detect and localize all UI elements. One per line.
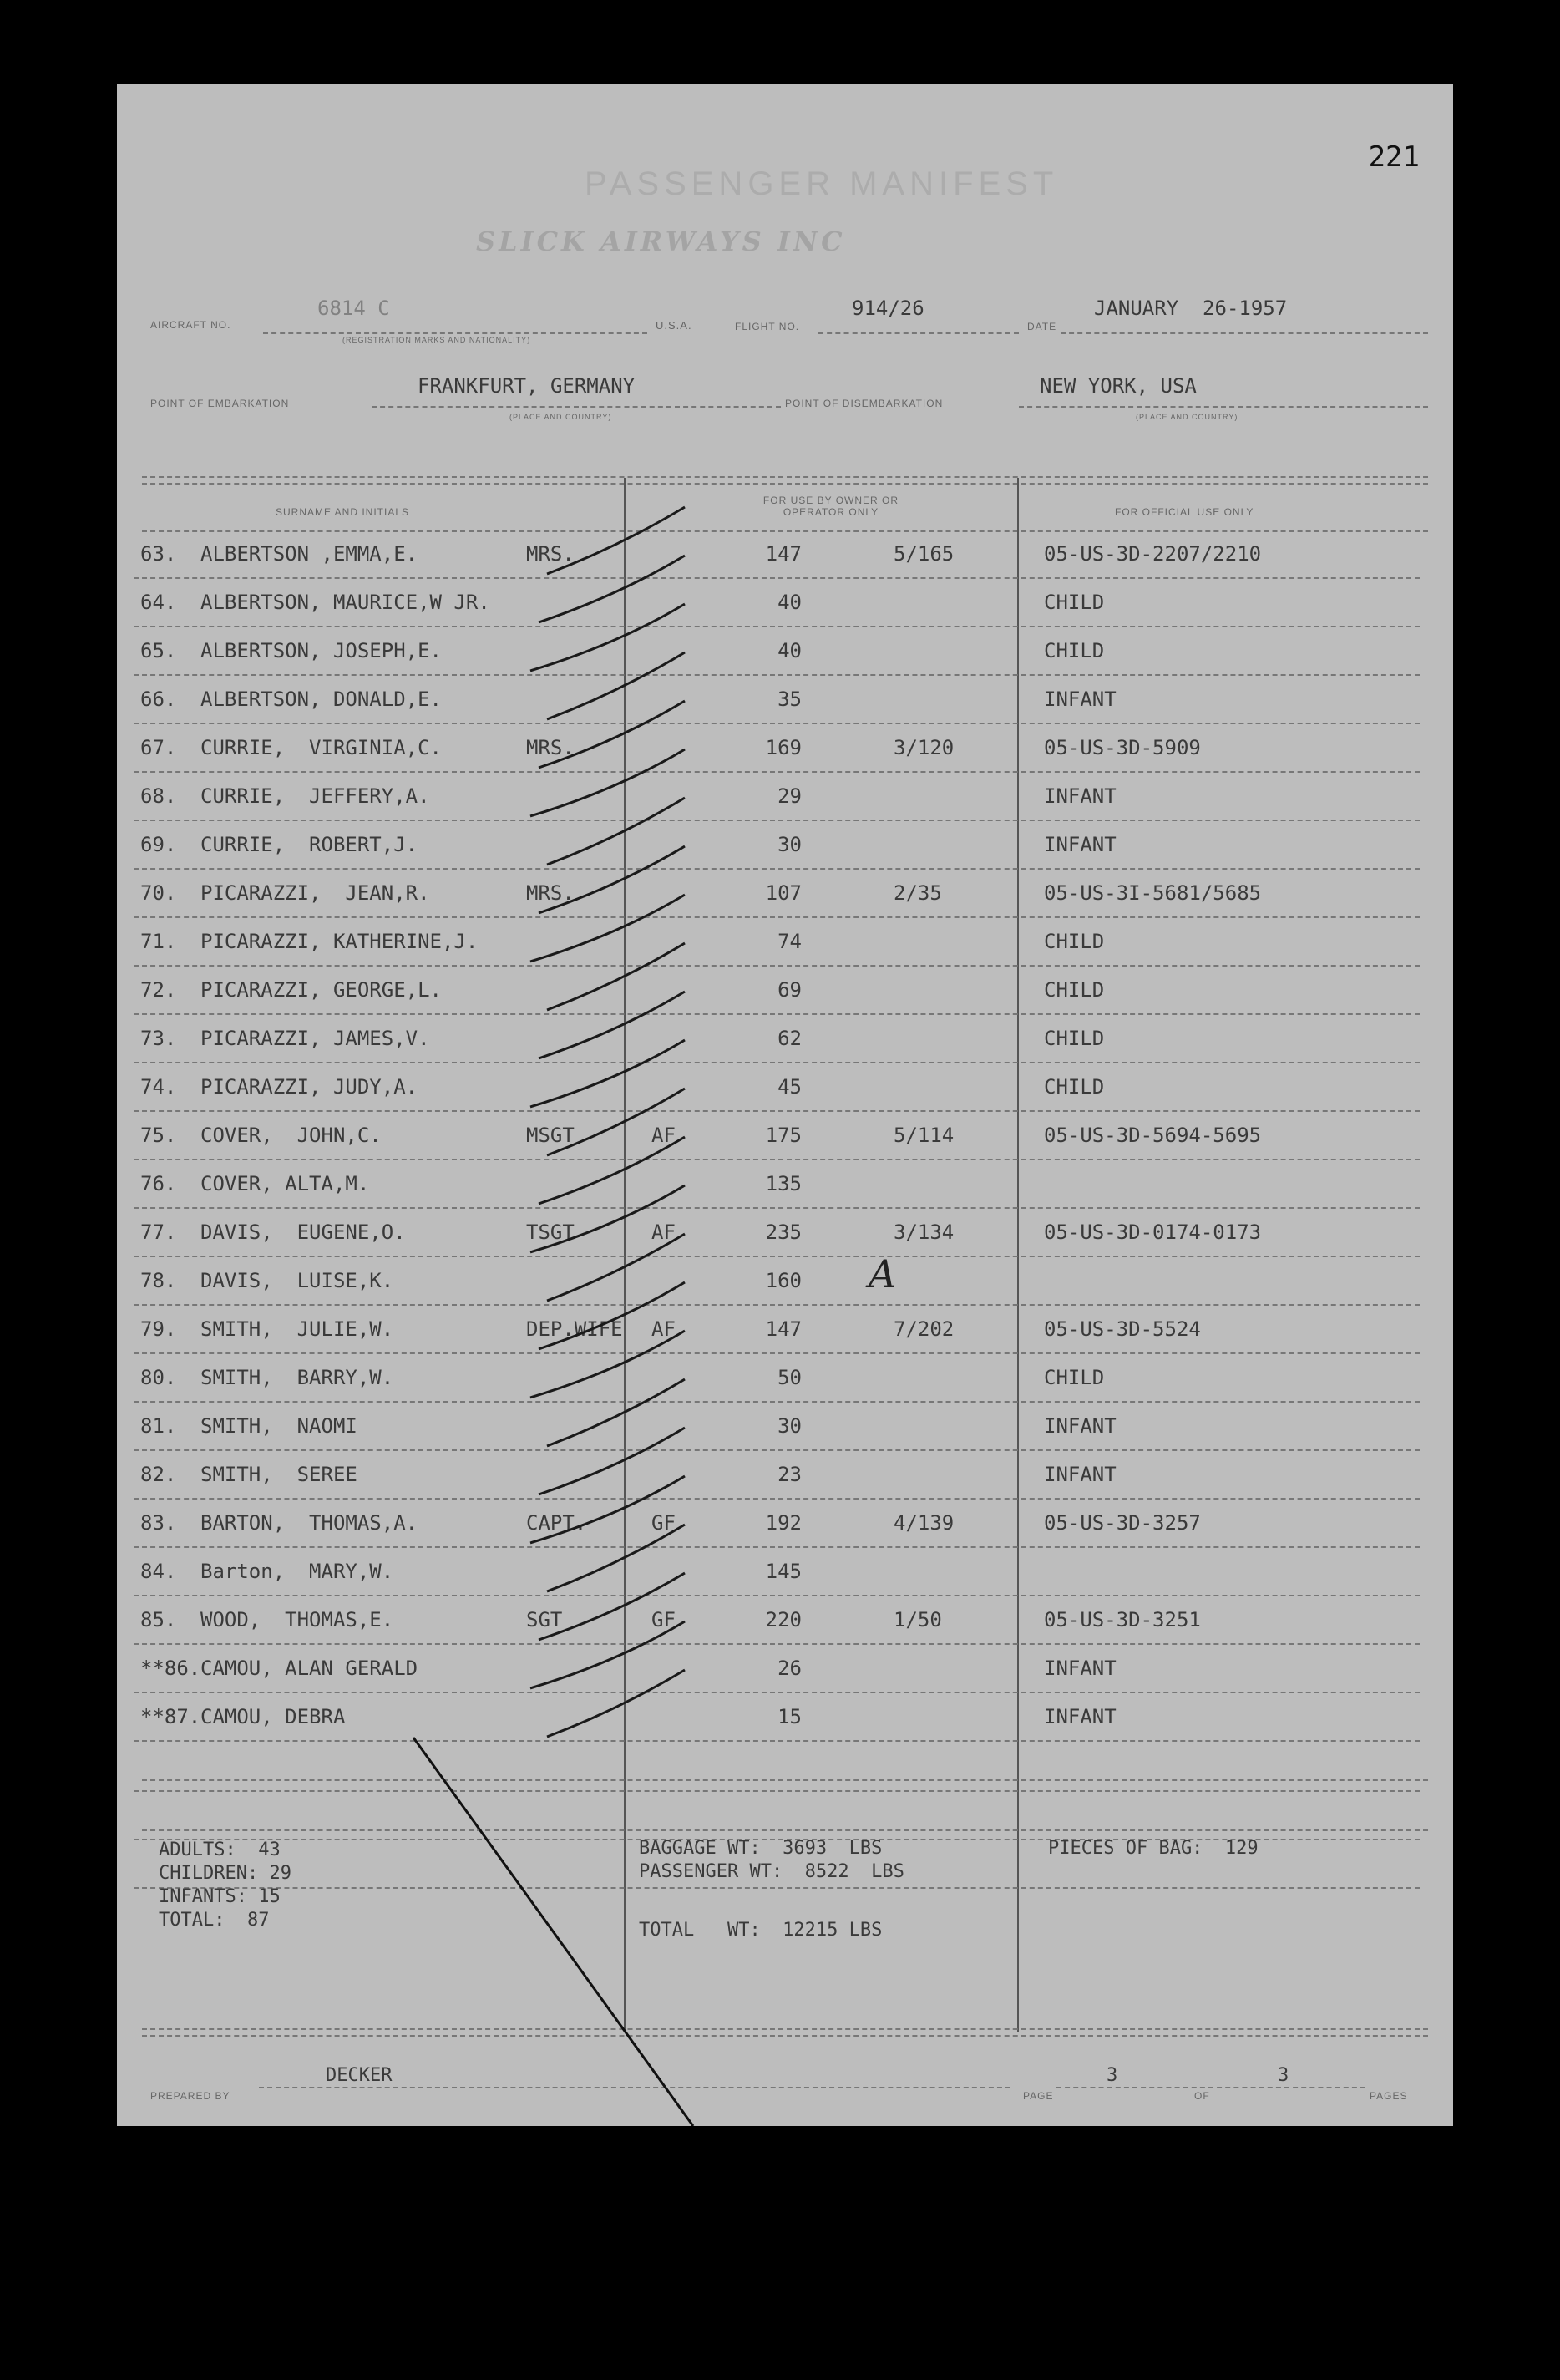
aircraft-sub: (REGISTRATION MARKS AND NATIONALITY) bbox=[342, 336, 531, 344]
embark-sub: (PLACE AND COUNTRY) bbox=[509, 413, 612, 421]
cell-num: 69. bbox=[140, 833, 177, 856]
cell-num: 66. bbox=[140, 688, 177, 711]
cell-svc: AF bbox=[651, 1124, 676, 1147]
cell-off: CHILD bbox=[1044, 930, 1105, 953]
cell-name: SMITH, BARRY,W. bbox=[200, 1366, 394, 1389]
check-mark bbox=[539, 992, 685, 1058]
cell-off: INFANT bbox=[1044, 833, 1117, 856]
check-mark bbox=[530, 895, 685, 962]
cell-wt: 169 bbox=[765, 736, 802, 759]
cell-off: INFANT bbox=[1044, 784, 1117, 808]
cell-num: 73. bbox=[140, 1027, 177, 1050]
cell-name: CAMOU, ALAN GERALD bbox=[200, 1657, 418, 1680]
cell-num: 75. bbox=[140, 1124, 177, 1147]
cell-wt: 23 bbox=[777, 1463, 802, 1486]
pen-check-marks bbox=[117, 84, 1453, 2126]
date-value: JANUARY 26-1957 bbox=[1094, 297, 1288, 320]
cell-num: 64. bbox=[140, 591, 177, 614]
airline-stamp: SLICK AIRWAYS INC bbox=[476, 226, 846, 257]
aircraft-label: AIRCRAFT NO. bbox=[150, 319, 231, 331]
check-mark bbox=[539, 1137, 685, 1204]
prepared-by-label: PREPARED BY bbox=[150, 2090, 230, 2102]
embark-value: FRANKFURT, GERMANY bbox=[418, 374, 636, 398]
cell-num: 65. bbox=[140, 639, 177, 662]
column-owner-header: FOR USE BY OWNER OR OPERATOR ONLY bbox=[762, 495, 899, 518]
cell-name: WOOD, THOMAS,E. bbox=[200, 1608, 394, 1631]
cell-name: BARTON, THOMAS,A. bbox=[200, 1511, 418, 1535]
disembark-sub: (PLACE AND COUNTRY) bbox=[1136, 413, 1238, 421]
check-mark bbox=[530, 1040, 685, 1107]
embark-label: POINT OF EMBARKATION bbox=[150, 398, 290, 409]
check-mark bbox=[530, 1621, 685, 1688]
prepared-by-value: DECKER bbox=[326, 2065, 393, 2086]
cell-name: CAMOU, DEBRA bbox=[200, 1705, 346, 1728]
cell-off: 05-US-3D-2207/2210 bbox=[1044, 542, 1262, 566]
cell-off: INFANT bbox=[1044, 1705, 1117, 1728]
cell-num: 63. bbox=[140, 542, 177, 566]
total-passengers: TOTAL: 87 bbox=[159, 1910, 270, 1931]
of-label: OF bbox=[1194, 2090, 1210, 2102]
cell-name: PICARAZZI, GEORGE,L. bbox=[200, 978, 442, 1002]
cell-bag: 4/139 bbox=[894, 1511, 955, 1535]
cell-off: 05-US-3D-0174-0173 bbox=[1044, 1220, 1262, 1244]
cell-num: **87. bbox=[140, 1705, 201, 1728]
cell-wt: 107 bbox=[765, 881, 802, 905]
cell-svc: AF bbox=[651, 1317, 676, 1341]
cell-num: 72. bbox=[140, 978, 177, 1002]
cell-name: CURRIE, JEFFERY,A. bbox=[200, 784, 430, 808]
cell-wt: 50 bbox=[777, 1366, 802, 1389]
cell-title: SGT bbox=[526, 1608, 563, 1631]
flight-label: FLIGHT NO. bbox=[735, 321, 800, 332]
cell-wt: 26 bbox=[777, 1657, 802, 1680]
cell-title: MRS. bbox=[526, 542, 575, 566]
cell-wt: 220 bbox=[765, 1608, 802, 1631]
cell-off: 05-US-3I-5681/5685 bbox=[1044, 881, 1262, 905]
cell-off: INFANT bbox=[1044, 1657, 1117, 1680]
total-adults: ADULTS: 43 bbox=[159, 1840, 281, 1860]
check-mark bbox=[547, 1670, 685, 1737]
cell-num: 76. bbox=[140, 1172, 177, 1195]
cell-wt: 15 bbox=[777, 1705, 802, 1728]
page-number: 221 bbox=[1368, 140, 1420, 174]
cell-title: CAPT. bbox=[526, 1511, 587, 1535]
cell-num: 78. bbox=[140, 1269, 177, 1292]
cell-name: PICARAZZI, JAMES,V. bbox=[200, 1027, 430, 1050]
cell-name: CURRIE, VIRGINIA,C. bbox=[200, 736, 442, 759]
cell-name: DAVIS, EUGENE,O. bbox=[200, 1220, 406, 1244]
cell-bag: 5/114 bbox=[894, 1124, 955, 1147]
cell-bag: 3/120 bbox=[894, 736, 955, 759]
cell-name: COVER, JOHN,C. bbox=[200, 1124, 382, 1147]
cell-name: PICARAZZI, JEAN,R. bbox=[200, 881, 430, 905]
cell-num: 70. bbox=[140, 881, 177, 905]
baggage-weight: BAGGAGE WT: 3693 LBS bbox=[639, 1838, 883, 1859]
cell-wt: 30 bbox=[777, 833, 802, 856]
manifest-sheet bbox=[117, 84, 1453, 2126]
cell-off: INFANT bbox=[1044, 688, 1117, 711]
cell-title: MRS. bbox=[526, 736, 575, 759]
check-mark bbox=[530, 604, 685, 671]
cell-name: DAVIS, LUISE,K. bbox=[200, 1269, 394, 1292]
cell-wt: 160 bbox=[765, 1269, 802, 1292]
cell-name: ALBERTSON ,EMMA,E. bbox=[200, 542, 418, 566]
cell-name: ALBERTSON, JOSEPH,E. bbox=[200, 639, 442, 662]
pieces-of-bag: PIECES OF BAG: 129 bbox=[1048, 1838, 1259, 1859]
cell-off: 05-US-3D-5694-5695 bbox=[1044, 1124, 1262, 1147]
check-mark bbox=[539, 1282, 685, 1349]
cell-wt: 69 bbox=[777, 978, 802, 1002]
cell-off: INFANT bbox=[1044, 1463, 1117, 1486]
cell-num: 74. bbox=[140, 1075, 177, 1099]
column-names-header: SURNAME AND INITIALS bbox=[276, 506, 410, 518]
cell-name: Barton, MARY,W. bbox=[200, 1560, 394, 1583]
flight-value: 914/26 bbox=[852, 297, 924, 320]
check-mark bbox=[530, 1185, 685, 1252]
cell-title: DEP.WIFE bbox=[526, 1317, 623, 1341]
cell-num: 77. bbox=[140, 1220, 177, 1244]
cell-num: 83. bbox=[140, 1511, 177, 1535]
total-weight: TOTAL WT: 12215 LBS bbox=[639, 1920, 883, 1941]
date-label: DATE bbox=[1027, 321, 1057, 332]
check-mark bbox=[547, 1089, 685, 1155]
cell-wt: 175 bbox=[765, 1124, 802, 1147]
cell-svc: AF bbox=[651, 1220, 676, 1244]
check-mark bbox=[539, 1573, 685, 1640]
cell-off: CHILD bbox=[1044, 1027, 1105, 1050]
check-mark bbox=[539, 556, 685, 622]
cell-off: 05-US-3D-5909 bbox=[1044, 736, 1201, 759]
aircraft-value: 6814 C bbox=[317, 297, 390, 320]
strike-line bbox=[413, 1738, 693, 2126]
pages-label: PAGES bbox=[1370, 2090, 1408, 2102]
check-mark bbox=[530, 749, 685, 816]
cell-off: 05-US-3D-3257 bbox=[1044, 1511, 1201, 1535]
cell-wt: 235 bbox=[765, 1220, 802, 1244]
cell-name: ALBERTSON, MAURICE,W JR. bbox=[200, 591, 490, 614]
check-mark bbox=[530, 1331, 685, 1398]
check-mark bbox=[547, 652, 685, 719]
cell-num: 71. bbox=[140, 930, 177, 953]
cell-off: CHILD bbox=[1044, 978, 1105, 1002]
total-infants: INFANTS: 15 bbox=[159, 1886, 281, 1907]
disembark-value: NEW YORK, USA bbox=[1040, 374, 1197, 398]
cell-num: 79. bbox=[140, 1317, 177, 1341]
cell-wt: 74 bbox=[777, 930, 802, 953]
cell-name: SMITH, SEREE bbox=[200, 1463, 357, 1486]
check-mark bbox=[547, 1525, 685, 1591]
cell-svc: GF bbox=[651, 1608, 676, 1631]
cell-wt: 147 bbox=[765, 1317, 802, 1341]
cell-wt: 40 bbox=[777, 591, 802, 614]
cell-wt: 40 bbox=[777, 639, 802, 662]
cell-name: ALBERTSON, DONALD,E. bbox=[200, 688, 442, 711]
check-mark bbox=[547, 507, 685, 574]
cell-num: 81. bbox=[140, 1414, 177, 1438]
cell-off: CHILD bbox=[1044, 1075, 1105, 1099]
cell-name: PICARAZZI, KATHERINE,J. bbox=[200, 930, 479, 953]
cell-title: MRS. bbox=[526, 881, 575, 905]
cell-bag: 7/202 bbox=[894, 1317, 955, 1341]
check-mark bbox=[547, 1379, 685, 1446]
cell-wt: 145 bbox=[765, 1560, 802, 1583]
cell-off: CHILD bbox=[1044, 639, 1105, 662]
cell-off: 05-US-3D-3251 bbox=[1044, 1608, 1201, 1631]
check-mark bbox=[539, 1428, 685, 1494]
cell-bag: 3/134 bbox=[894, 1220, 955, 1244]
cell-num: 67. bbox=[140, 736, 177, 759]
cell-wt: 29 bbox=[777, 784, 802, 808]
check-mark bbox=[539, 701, 685, 768]
disembark-label: POINT OF DISEMBARKATION bbox=[785, 398, 944, 409]
cell-bag: 2/35 bbox=[894, 881, 942, 905]
cell-num: 82. bbox=[140, 1463, 177, 1486]
cell-num: **86. bbox=[140, 1657, 201, 1680]
cell-title: TSGT bbox=[526, 1220, 575, 1244]
passenger-weight: PASSENGER WT: 8522 LBS bbox=[639, 1861, 904, 1882]
cell-num: 85. bbox=[140, 1608, 177, 1631]
check-mark bbox=[539, 846, 685, 913]
check-mark bbox=[530, 1476, 685, 1543]
cell-bag: 5/165 bbox=[894, 542, 955, 566]
cell-name: SMITH, NAOMI bbox=[200, 1414, 357, 1438]
cell-name: COVER, ALTA,M. bbox=[200, 1172, 370, 1195]
cell-name: SMITH, JULIE,W. bbox=[200, 1317, 394, 1341]
cell-num: 68. bbox=[140, 784, 177, 808]
cell-wt: 147 bbox=[765, 542, 802, 566]
cell-bag: 1/50 bbox=[894, 1608, 942, 1631]
column-official-header: FOR OFFICIAL USE ONLY bbox=[1115, 506, 1254, 518]
cell-wt: 45 bbox=[777, 1075, 802, 1099]
cell-wt: 30 bbox=[777, 1414, 802, 1438]
cell-off: INFANT bbox=[1044, 1414, 1117, 1438]
cell-off: 05-US-3D-5524 bbox=[1044, 1317, 1201, 1341]
cell-off: CHILD bbox=[1044, 591, 1105, 614]
cell-num: 80. bbox=[140, 1366, 177, 1389]
cell-wt: 35 bbox=[777, 688, 802, 711]
cell-off: CHILD bbox=[1044, 1366, 1105, 1389]
cell-num: 84. bbox=[140, 1560, 177, 1583]
cell-wt: 192 bbox=[765, 1511, 802, 1535]
page-label: PAGE bbox=[1023, 2090, 1054, 2102]
page-value: 3 bbox=[1107, 2065, 1118, 2086]
of-value: 3 bbox=[1278, 2065, 1289, 2086]
handwritten-mark: A bbox=[869, 1251, 897, 1297]
form-title: PASSENGER MANIFEST bbox=[585, 165, 1059, 202]
nationality-label: U.S.A. bbox=[656, 319, 692, 332]
cell-name: CURRIE, ROBERT,J. bbox=[200, 833, 418, 856]
cell-svc: GF bbox=[651, 1511, 676, 1535]
cell-wt: 135 bbox=[765, 1172, 802, 1195]
total-children: CHILDREN: 29 bbox=[159, 1863, 291, 1884]
check-mark bbox=[547, 943, 685, 1010]
cell-name: PICARAZZI, JUDY,A. bbox=[200, 1075, 418, 1099]
cell-wt: 62 bbox=[777, 1027, 802, 1050]
cell-title: MSGT bbox=[526, 1124, 575, 1147]
check-mark bbox=[547, 798, 685, 865]
check-mark bbox=[547, 1234, 685, 1301]
